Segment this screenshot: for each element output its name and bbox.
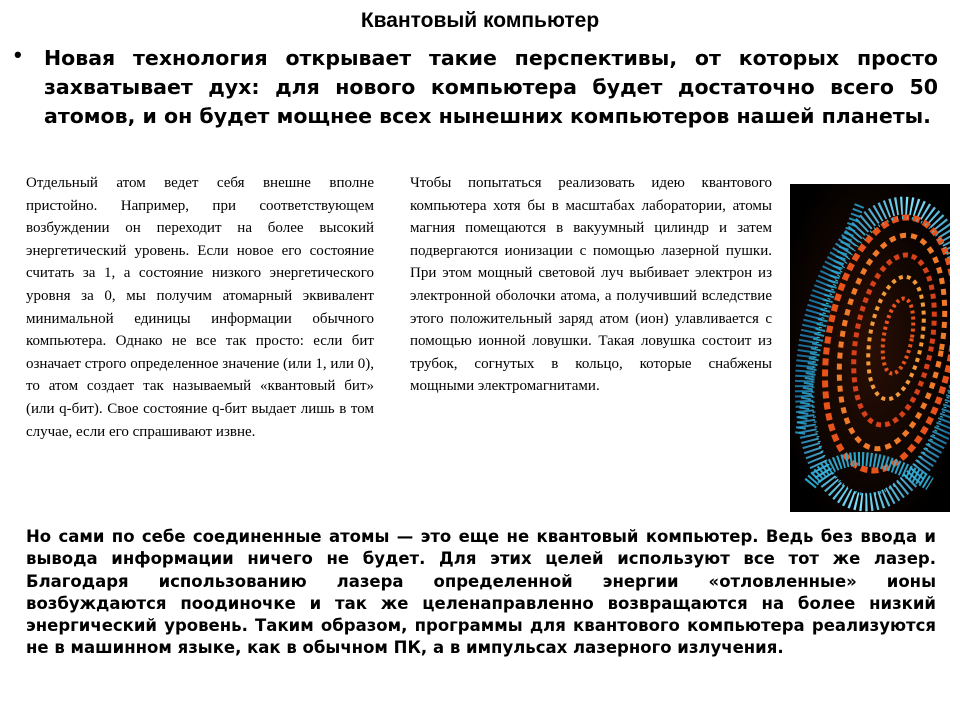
quantum-ion-trap-illustration [790,184,950,512]
intro-bullet-text: Новая технология открывает такие перспективы, от которых просто захватывает дух: для нового компьютера будет достаточно всего 50 атомов, и он будет мощнее всех нынешних компьютеров нашей планеты. [44,46,938,128]
ion-trap-graphic [790,184,950,512]
intro-bullet [14,44,938,131]
left-column-text: Отдельный атом ведет себя внешне вполне пристойно. Например, при соответствующем возбуждении он переходит на более высокий энергетический уровень. Если новое его состояние считать за 1, а состояние низкого энергетического уровня за 0, мы получим атомарный эквивалент минимальной единицы информации обычного компьютера. Однако не все так просто: если бит означает строго определенное значение (или 1, или 0), то атом создает так называемый «квантовый бит» (или q-бит). Свое состояние q-бит выдает лишь в том случае, если его спрашивают извне. [26,175,374,440]
bullet-marker: • [14,42,22,67]
middle-column-text: Чтобы попытаться реализовать идею квантового компьютера хотя бы в масштабах лаборатории, атомы магния помещаются в вакуумный цилиндр и затем подвергаются ионизации с помощью лазерной пушки. При этом мощный световой луч выбивает электрон из электронной оболочки атома, а получивший вследствие этого положительный заряд атом (ион) улавливается с помощью ионной ловушки. Такая ловушка состоит из трубок, согнутых в кольцо, которые снабжены мощными электромагнитами. [410,175,772,395]
slide-title: Квантовый компьютер [360,9,600,32]
bottom-paragraph: Но сами по себе соединенные атомы — это еще не квантовый компьютер. Ведь без ввода и вывода информации ничего не будет. Для этих целей используют все тот же лазер. Благодаря использованию лазера определенной энергии «отловленные» ионы возбуждаются поодиночке и так же целенаправленно возвращаются на более низкий энергический уровень. Таким образом, программы для квантового компьютера реализуются не в машинном языке, как в обычном ПК, а в импульсах лазерного излучения. [26,527,936,658]
